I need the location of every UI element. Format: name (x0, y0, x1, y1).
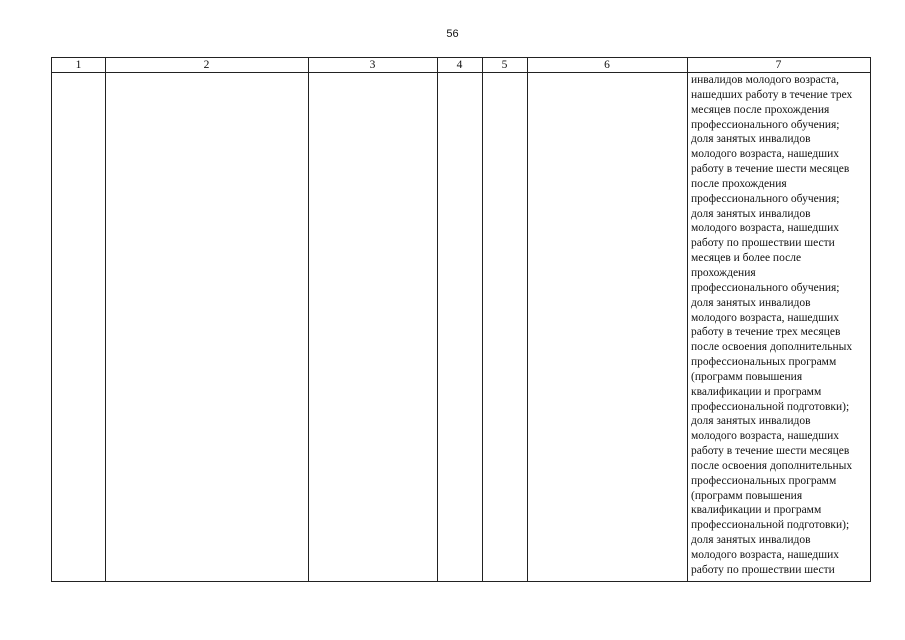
text-line: работу в течение шести месяцев (691, 445, 850, 458)
text-line: (программ повышения (691, 370, 803, 383)
text-line: профессиональных программ (691, 474, 837, 487)
text-line: доля занятых инвалидов (691, 415, 811, 428)
column-divider (482, 58, 483, 581)
text-line: после освоения дополнительных (691, 459, 853, 472)
text-line: нашедших работу в течение трех (691, 88, 853, 101)
header-cell-2: 2 (203, 59, 210, 71)
text-line: работу по прошествии шести (691, 237, 835, 250)
column-divider (105, 58, 106, 581)
text-line: работу в течение трех месяцев (691, 326, 841, 339)
column-divider (687, 58, 688, 581)
text-line: доля занятых инвалидов (691, 534, 811, 547)
text-line: после освоения дополнительных (691, 341, 853, 354)
column-divider (437, 58, 438, 581)
text-line: после прохождения (691, 177, 787, 190)
page-number: 56 (446, 28, 459, 40)
text-line: молодого возраста, нашедших (691, 222, 839, 235)
text-line: (программ повышения (691, 489, 803, 502)
header-cell-7: 7 (775, 59, 782, 71)
text-line: месяцев после прохождения (691, 103, 830, 116)
text-line: доля занятых инвалидов (691, 207, 811, 220)
header-cell-1: 1 (75, 59, 82, 71)
column-divider (308, 58, 309, 581)
text-line: работу по прошествии шести (691, 563, 835, 576)
text-line: профессиональных программ (691, 356, 837, 369)
text-line: профессионального обучения; (691, 118, 840, 131)
text-line: месяцев и более после (691, 252, 802, 265)
text-line: квалификации и программ (691, 385, 822, 398)
text-line: профессиональной подготовки); (691, 400, 850, 413)
text-line: работу в течение шести месяцев (691, 163, 850, 176)
text-line: доля занятых инвалидов (691, 296, 811, 309)
text-line: молодого возраста, нашедших (691, 311, 839, 324)
table-header-row (52, 58, 870, 73)
text-line: молодого возраста, нашедших (691, 549, 839, 561)
text-line: молодого возраста, нашедших (691, 148, 839, 161)
header-cell-4: 4 (456, 59, 463, 71)
text-line: доля занятых инвалидов (691, 133, 811, 146)
text-line: молодого возраста, нашедших (691, 430, 839, 443)
column-divider (527, 58, 528, 581)
header-cell-6: 6 (604, 59, 610, 71)
text-line: квалификации и программ (691, 504, 822, 517)
text-line: профессионального обучения; (691, 192, 840, 205)
document-table (51, 57, 871, 582)
text-line: профессионального обучения; (691, 281, 840, 294)
text-line: инвалидов молодого возраста, (691, 74, 840, 86)
header-cell-5: 5 (501, 59, 508, 71)
text-line: прохождения (691, 266, 756, 279)
column-7-content (689, 73, 874, 578)
text-line: профессиональной подготовки); (691, 519, 850, 532)
header-cell-3: 3 (369, 59, 376, 71)
